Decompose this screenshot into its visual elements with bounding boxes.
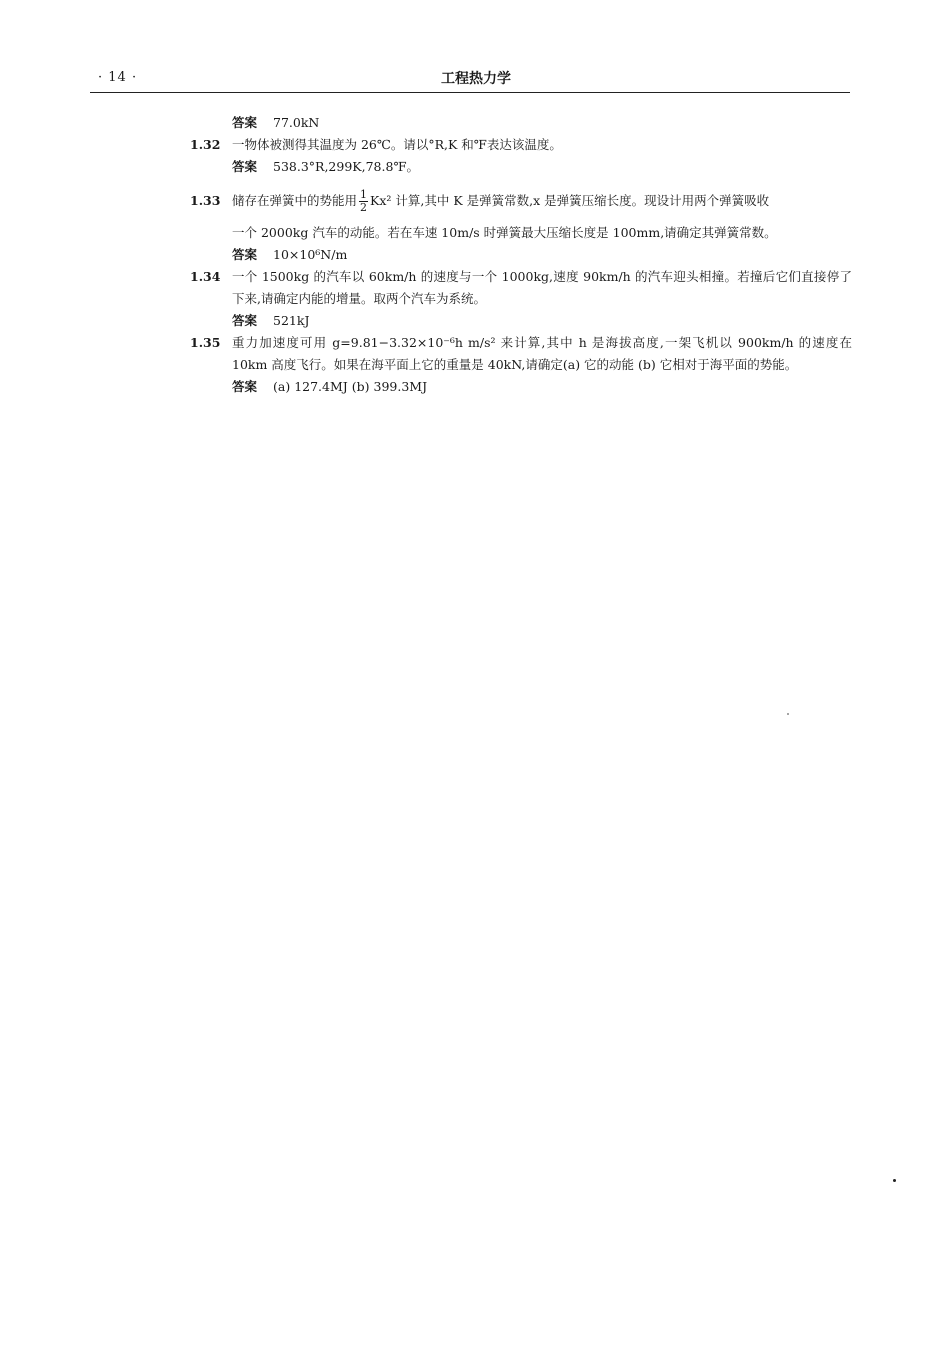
answer-line [190,310,852,332]
answer-value: (a) 127.4MJ (b) 399.3MJ [273,379,428,394]
problem-line [232,184,852,218]
answer-label: 答案 [232,159,258,174]
answer-line [190,244,852,266]
answer-value: 10×10⁶N/m [273,247,348,262]
problem-number: 1.33 [190,193,221,208]
problem-1-32 [190,134,852,156]
answer-value: 538.3°R,299K,78.8℉。 [273,159,420,174]
problem-number: 1.35 [190,335,221,350]
scan-speck [893,1179,896,1182]
page-content [190,112,852,398]
running-title: 工程热力学 [441,71,511,87]
problem-number: 1.32 [190,137,221,152]
answer-line [190,376,852,398]
problem-text: 一物体被测得其温度为 26℃。请以°R,K 和℉表达该温度。 [232,137,562,152]
answer-line [190,112,852,134]
fraction-numerator: 1 [360,188,368,201]
problem-1-35 [190,332,852,376]
scan-speck [787,713,789,715]
answer-line [190,156,852,178]
problem-text: 一个 1500kg 的汽车以 60km/h 的速度与一个 1000kg,速度 90km/h 的汽车迎头相撞。若撞后它们直接停了下来,请确定内能的增量。取两个汽车为系统。 [232,269,852,306]
header-rule [90,92,850,93]
answer-value: 77.0kN [273,115,320,130]
answer-value: 521kJ [273,313,310,328]
fraction [359,189,368,214]
problem-line: 一个 2000kg 汽车的动能。若在车速 10m/s 时弹簧最大压缩长度是 100mm,请确定其弹簧常数。 [232,225,777,240]
page-number: · 14 · [98,70,138,85]
problem-1-34 [190,266,852,310]
problem-1-33 [190,184,852,244]
answer-label: 答案 [232,115,258,130]
fraction-denominator: 2 [360,201,368,214]
problem-text: 重力加速度可用 g=9.81−3.32×10⁻⁶h m/s² 来计算,其中 h 是海拔高度,一架飞机以 900km/h 的速度在 10km 高度飞行。如果在海平面上它的重量是 40kN,请确定(a) 它的动能 (b) 它相对于海平面的势能。 [232,335,852,372]
answer-label: 答案 [232,313,258,328]
problem-text-part: Kx² 计算,其中 K 是弹簧常数,x 是弹簧压缩长度。现设计用两个弹簧吸收 [370,193,770,208]
problem-number: 1.34 [190,269,221,284]
problem-text [232,184,852,244]
answer-label: 答案 [232,379,258,394]
problem-text-part: 储存在弹簧中的势能用 [232,193,358,208]
answer-label: 答案 [232,247,258,262]
